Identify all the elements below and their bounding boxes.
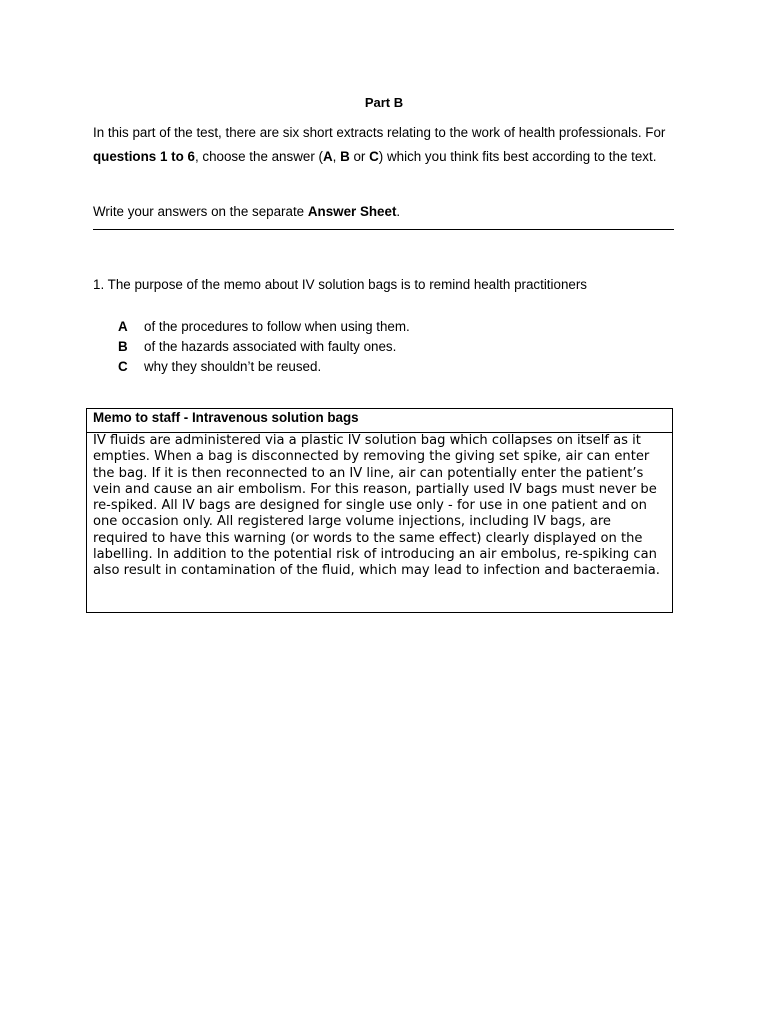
option-b-letter: B [118,338,128,354]
intro-option-a: A [322,149,333,164]
question-1-text: 1. The purpose of the memo about IV solution bags is to remind health practitioners [93,277,588,292]
option-a [118,316,618,336]
intro-separator-2: or [349,149,370,164]
option-b [118,336,618,356]
page-heading: Part B [364,95,404,110]
instruction-paragraph [93,200,683,224]
option-a-text: of the procedures to follow when using them. [144,318,410,334]
answer-options [118,316,618,376]
intro-paragraph [93,121,683,169]
section-divider [93,229,674,230]
option-c-letter: C [118,358,128,374]
answer-sheet-label: Answer Sheet [307,204,397,219]
intro-option-b: B [340,149,350,164]
intro-text-3: ) which you think fits best according to the text. [378,149,657,164]
intro-questions-range: questions 1 to 6 [93,149,195,164]
instruction-text-1: Write your answers on the separate [93,204,308,219]
instruction-text-2: . [396,204,401,219]
memo-title: Memo to staff - Intravenous solution bags [87,409,672,433]
intro-text-2: , choose the answer ( [194,149,323,164]
option-c-text: why they shouldn’t be reused. [144,358,322,374]
option-b-text: of the hazards associated with faulty ones. [144,338,397,354]
intro-option-c: C [369,149,379,164]
memo-body: IV fluids are administered via a plastic IV solution bag which collapses on itself as it empties. When a bag is disconnected by removing the giving set spike, air can enter the bag. If it is then reconnected to an IV line, air can potentially enter the patient’s vein and cause an air embolism. For this reason, partially used IV bags must never be re-spiked. All IV bags are designed for single use only - for use in one patient and on one occasion only. All registered large volume injections, including IV bags, are required to have this warning (or words to the same effect) clearly displayed on the labelling. In addition to the potential risk of introducing an air embolus, re-spiking can also result in contamination of the fluid, which may lead to infection and bacteraemia. [93,433,660,579]
intro-separator-1: , [332,149,341,164]
memo-box [86,408,673,613]
option-a-letter: A [118,318,128,334]
option-c [118,356,618,376]
intro-text-1: In this part of the test, there are six short extracts relating to the work of health professionals. For [93,125,666,140]
